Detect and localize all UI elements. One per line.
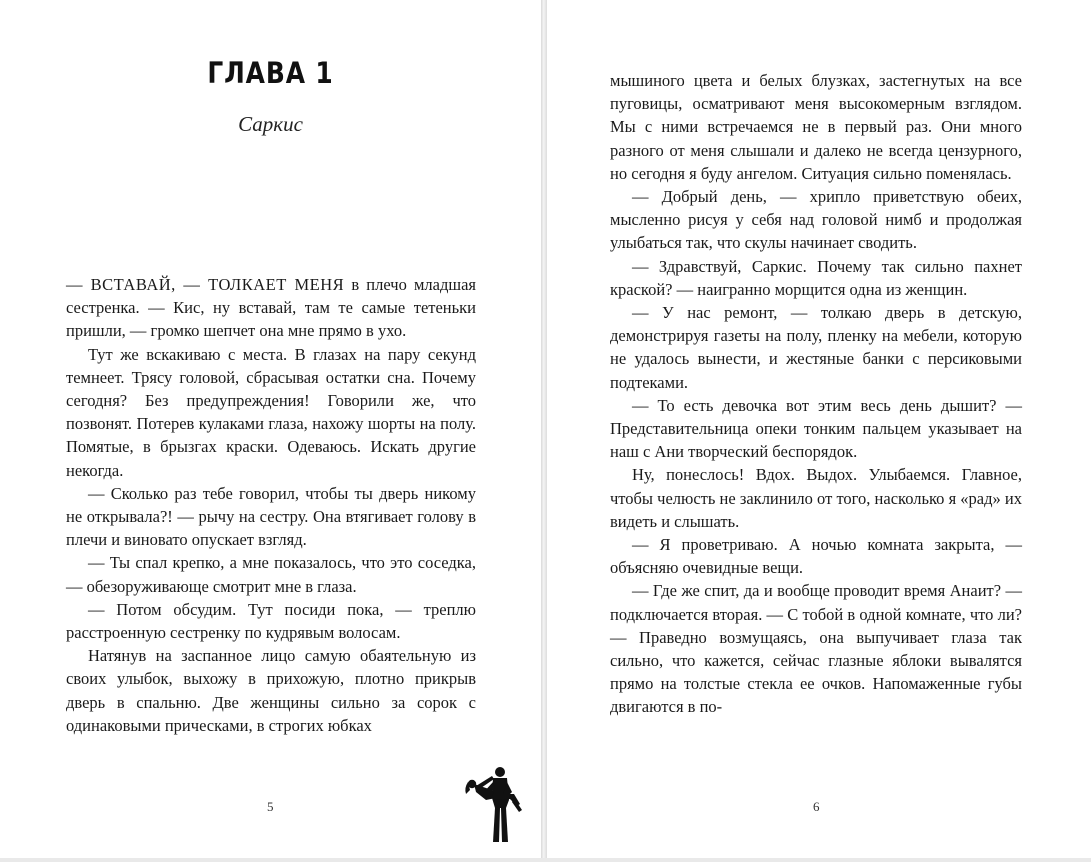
paragraph: — Добрый день, — хрипло приветствую обеих, мысленно рисуя у себя над головой нимб и продолжая улыбаться так, что скулы начинает сводить. — [610, 187, 1022, 253]
paragraph: — Сколько раз тебе говорил, чтобы ты дверь никому не открывала?! — рычу на сестру. Она втягивает голову в плечи и виновато опускает взгляд. — [66, 483, 476, 550]
page-number-right: 6 — [813, 799, 820, 814]
left-page-text — [66, 273, 476, 737]
opening-paragraph — [66, 273, 476, 343]
page-number-left: 5 — [267, 799, 274, 814]
opening-rest: в плечо младшая сестренка. — Кис, ну вставай, там те самые тетеньки пришли, — громко шепчет она мне прямо в ухо. — [66, 275, 476, 341]
chapter-subtitle: Саркис — [238, 112, 303, 136]
paragraph: — Здравствуй, Саркис. Почему так сильно пахнет краской? — наигранно морщится одна из женщин. — [610, 256, 1022, 299]
right-page-text — [610, 69, 1022, 719]
paragraph: Ну, понеслось! Вдох. Выдох. Улыбаемся. Главное, чтобы челюсть не заклинило от того, насколько я «рад» их видеть и слышать. — [610, 465, 1022, 531]
paragraph: Натянув на заспанное лицо самую обаятельную из своих улыбок, выхожу в прихожую, плотно прикрыв дверь в спальню. Две женщины сильно за сорок с одинаковыми прическами, в строгих юбках — [66, 646, 476, 735]
paragraph: — Потом обсудим. Тут посиди пока, — треплю расстроенную сестренку по кудрявым волосам. — [66, 599, 476, 643]
couple-silhouette-icon — [462, 764, 526, 844]
opening-caps: — ВСТАВАЙ, — ТОЛКАЕТ МЕНЯ — [66, 275, 345, 294]
paragraph: — У нас ремонт, — толкаю дверь в детскую, демонстрируя газеты на полу, пленку на мебели, которую не удалось вынести, и жестяные банки с персиковыми подтеками. — [610, 303, 1022, 392]
paragraph: — Я проветриваю. А ночью комната закрыта, — объясняю очевидные вещи. — [610, 535, 1022, 578]
paragraph: Тут же вскакиваю с места. В глазах на пару секунд темнеет. Трясу головой, сбрасывая остатки сна. Почему сегодня? Без предупреждения! Говорили же, что позвонят. Потерев кулаками глаза, нахожу шорты на полу. Помятые, в брызгах краски. Одеваюсь. Искать другие некогда. — [66, 344, 476, 480]
paragraph: — То есть девочка вот этим весь день дышит? — Представительница опеки тонким пальцем указывает на наш с Ани творческий беспорядок. — [610, 395, 1022, 462]
paragraph: — Ты спал крепко, а мне показалось, что это соседка, — обезоруживающе смотрит мне в глаза. — [66, 553, 476, 596]
left-page — [0, 0, 541, 858]
paragraph: — Где же спит, да и вообще проводит время Анаит? — подключается вторая. — С тобой в одной комнате, что ли? — Праведно возмущаясь, она выпучивает глаза так сильно, что кажется, сейчас глазные яблоки вывалятся прямо на толстые стекла ее очков. Напомаженные губы двигаются в по- — [610, 581, 1022, 717]
continuation-paragraph: мышиного цвета и белых блузках, застегнутых на все пуговицы, осматривают меня высокомерным взглядом. Мы с ними встречаемся не в первый раз. Они много разного от меня слышали и далеко не всегда цензурного, но сегодня я буду ангелом. Ситуация сильно поменялась. — [610, 71, 1022, 183]
chapter-title: ГЛАВА 1 — [207, 56, 334, 90]
